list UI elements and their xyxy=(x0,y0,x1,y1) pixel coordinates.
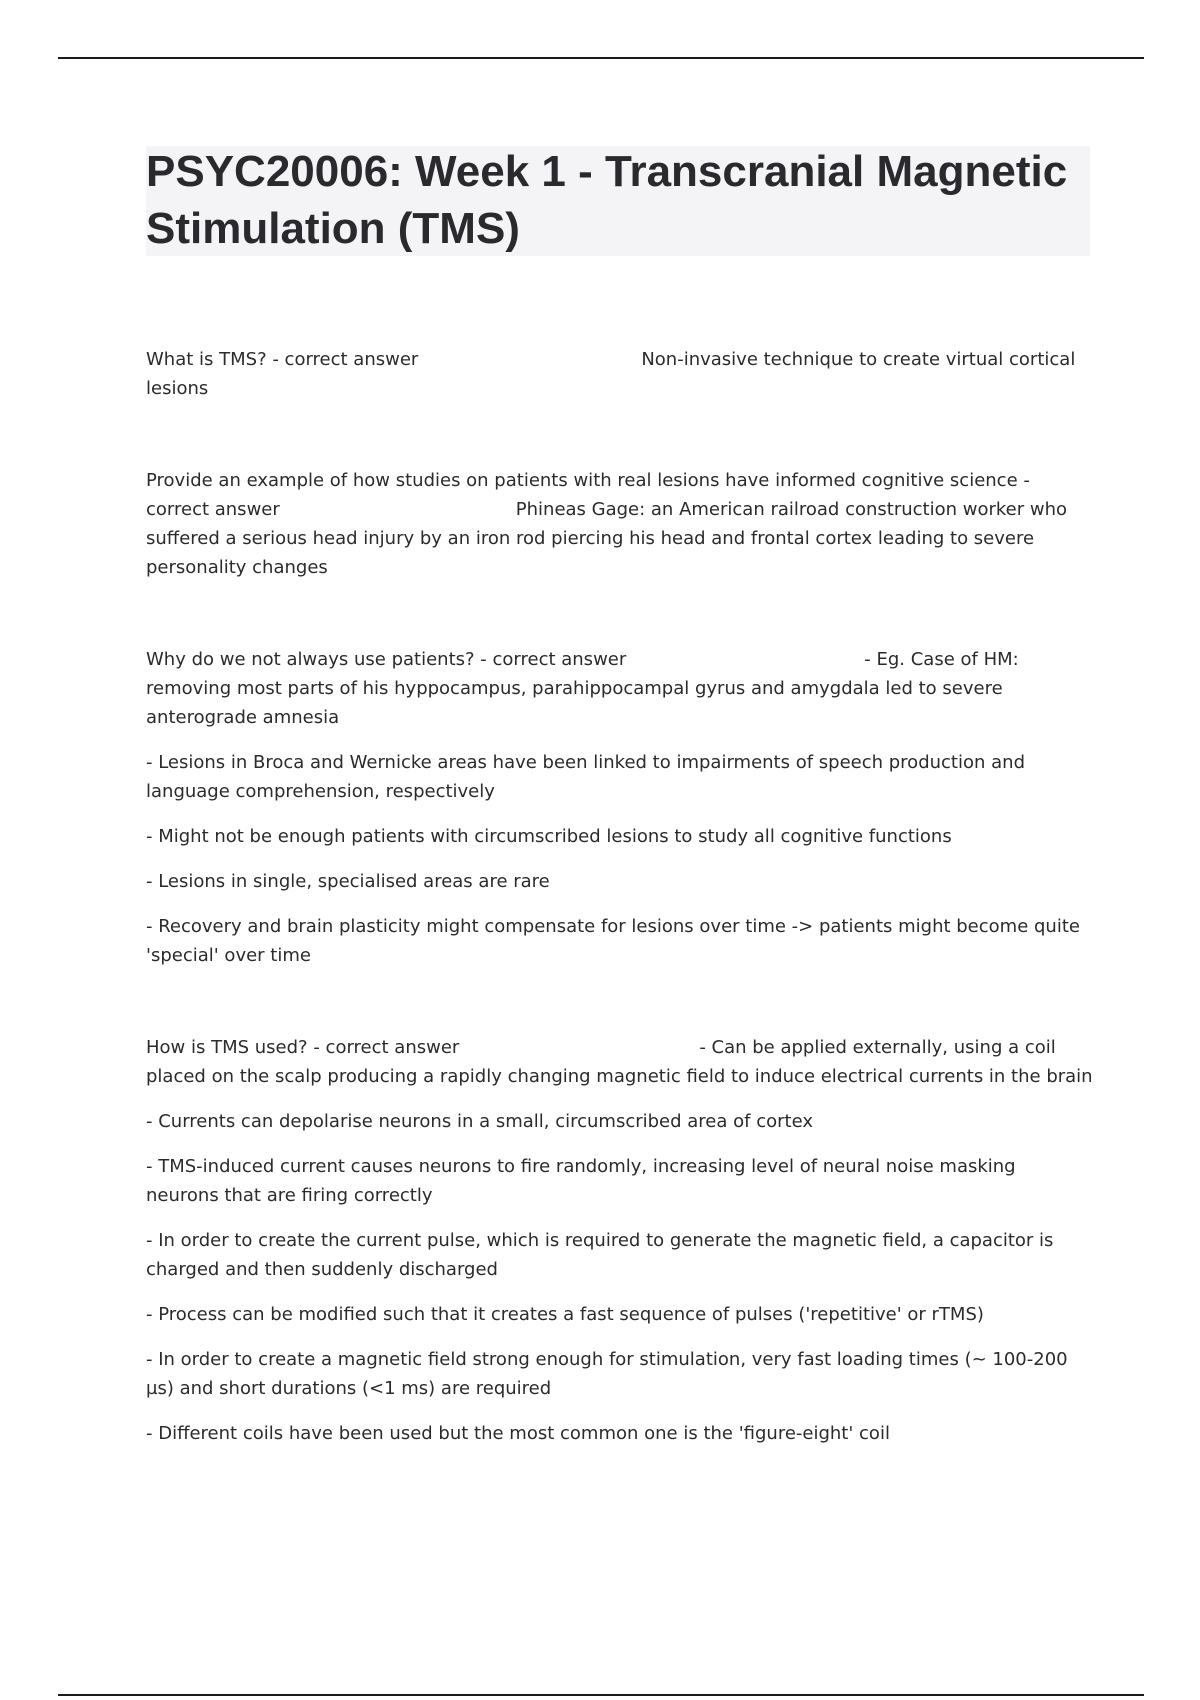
qa-list xyxy=(146,345,1094,1448)
question-text: How is TMS used? - correct answer xyxy=(146,1037,460,1058)
answer-paragraph: - Recovery and brain plasticity might compensate for lesions over time -> patients might become quite 'special' over time xyxy=(146,916,1080,966)
answer-paragraph: - Might not be enough patients with circumscribed lesions to study all cognitive functions xyxy=(146,826,952,847)
question-text: Why do we not always use patients? - correct answer xyxy=(146,649,627,670)
answer-paragraph: - Lesions in single, specialised areas are rare xyxy=(146,871,550,892)
answer-text: Non-invasive technique to create virtual cortical lesions xyxy=(146,349,1076,399)
bottom-rule xyxy=(58,1694,1144,1696)
top-rule xyxy=(58,57,1144,59)
answer-paragraph: - In order to create a magnetic field strong enough for stimulation, very fast loading times (~ 100-200 µs) and short durations (<1 ms) are required xyxy=(146,1349,1068,1399)
answer-paragraph: - TMS-induced current causes neurons to fire randomly, increasing level of neural noise masking neurons that are firing correctly xyxy=(146,1156,1016,1206)
answer-paragraph: - Process can be modified such that it creates a fast sequence of pulses ('repetitive' or rTMS) xyxy=(146,1304,984,1325)
page-title: PSYC20006: Week 1 - Transcranial Magnetic Stimulation (TMS) xyxy=(146,147,1068,253)
title-box xyxy=(146,146,1090,256)
qa-first-paragraph xyxy=(146,466,1094,582)
qa-item xyxy=(146,645,1094,970)
qa-item xyxy=(146,345,1094,403)
answer-text: - Can be applied externally, using a coil placed on the scalp producing a rapidly changing magnetic field to induce electrical currents in the brain xyxy=(146,1037,1093,1087)
qa-item xyxy=(146,466,1094,582)
question-text: What is TMS? - correct answer xyxy=(146,349,419,370)
qa-first-paragraph xyxy=(146,345,1094,403)
answer-paragraph: - Lesions in Broca and Wernicke areas have been linked to impairments of speech production and language comprehension, respectively xyxy=(146,752,1025,802)
answer-text: Phineas Gage: an American railroad construction worker who suffered a serious head injury by an iron rod piercing his head and frontal cortex leading to severe personality changes xyxy=(146,499,1067,578)
qa-item xyxy=(146,1033,1094,1448)
answer-paragraph: - Currents can depolarise neurons in a small, circumscribed area of cortex xyxy=(146,1111,813,1132)
qa-first-paragraph xyxy=(146,645,1094,732)
qa-first-paragraph xyxy=(146,1033,1094,1091)
question-text: Provide an example of how studies on patients with real lesions have informed cognitive science - correct answer xyxy=(146,470,1030,520)
answer-text: - Eg. Case of HM: removing most parts of his hyppocampus, parahippocampal gyrus and amygdala led to severe anterograde amnesia xyxy=(146,649,1019,728)
answer-paragraph: - In order to create the current pulse, which is required to generate the magnetic field, a capacitor is charged and then suddenly discharged xyxy=(146,1230,1054,1280)
answer-paragraph: - Different coils have been used but the most common one is the 'figure-eight' coil xyxy=(146,1423,890,1444)
